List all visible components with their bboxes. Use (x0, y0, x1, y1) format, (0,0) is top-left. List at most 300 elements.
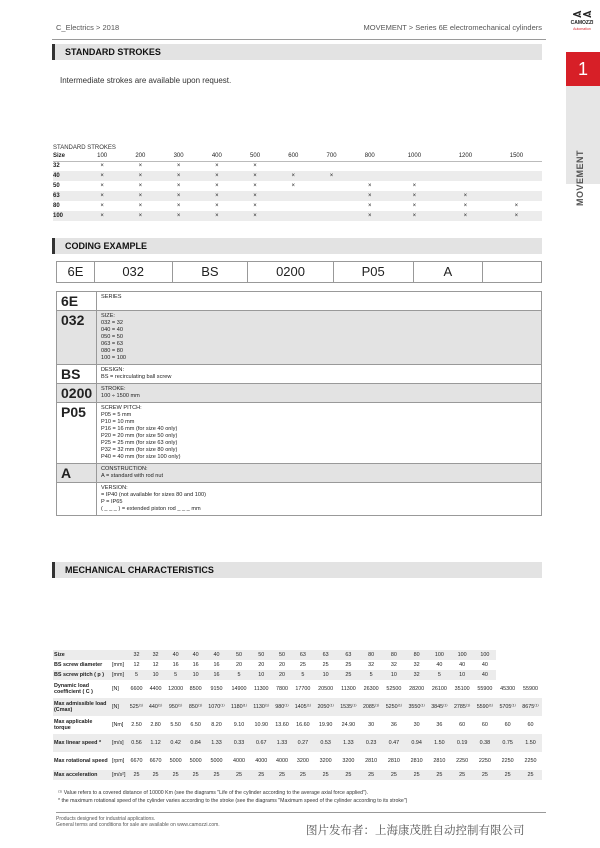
table-cell: 35100 (454, 686, 470, 692)
section-header-mechanical (52, 562, 542, 578)
coding-example-bar (56, 261, 542, 283)
table-cell: 25 (383, 770, 406, 780)
row-label: BS screw pitch ( p ) (53, 670, 111, 680)
table-cell: × (389, 191, 440, 201)
table-cell: × (121, 211, 159, 221)
table-cell: × (440, 191, 491, 201)
code-description: STROKE: 100 ÷ 1500 mm (101, 386, 140, 399)
table-cell: 25 (337, 670, 360, 680)
table-cell: 5 (360, 670, 383, 680)
table-cell: × (121, 191, 159, 201)
table-cell: 2810 (410, 758, 423, 764)
table-cell: 63 (53, 191, 83, 201)
table-cell: 1.33 (337, 734, 360, 752)
table-cell: 25 (428, 770, 451, 780)
table-cell: 80 (53, 203, 60, 209)
code-segment: 0200 (248, 262, 334, 282)
logo-mark-icon: ⋖⋖ (571, 7, 593, 21)
table-cell: × (312, 171, 350, 181)
table-cell: 2250 (501, 758, 514, 764)
table-row (53, 650, 542, 660)
row-label: Max rotational speed (54, 758, 108, 764)
table-cell: 25 (405, 770, 428, 780)
table-cell: 100 (474, 650, 497, 660)
table-cell: 36 (390, 722, 397, 728)
table-row (53, 660, 542, 670)
section-title: CODING EXAMPLE (65, 241, 148, 251)
row-unit: [N] (112, 686, 119, 692)
chapter-tab[interactable] (566, 52, 600, 206)
table-cell: 2.50 (131, 722, 142, 728)
table-cell: 50 (272, 650, 291, 660)
code-value (57, 483, 97, 515)
table-cell: 6.50 (190, 722, 201, 728)
column-header: 300 (159, 152, 197, 161)
table-cell: 1.50 (428, 734, 451, 752)
section-header-standard-strokes (52, 44, 542, 60)
table-cell: 40 (481, 662, 488, 668)
table-cell: × (159, 171, 197, 181)
code-value: 032 (57, 311, 97, 364)
table-cell: 16 (205, 670, 228, 680)
section-header-coding-example (52, 238, 542, 254)
table-cell: 2785⁽¹⁾ (451, 698, 474, 716)
chapter-label: MOVEMENT (575, 149, 585, 206)
table-cell: 12 (152, 662, 159, 668)
row-unit: [m/s] (111, 734, 127, 752)
camozzi-logo (564, 8, 600, 36)
row-label: BS screw diameter (54, 662, 103, 668)
code-value: P05 (57, 403, 97, 463)
table-cell: 20 (236, 662, 242, 668)
table-cell: 9150 (210, 686, 223, 692)
table-cell: × (412, 183, 417, 189)
table-notes (58, 789, 407, 805)
table-cell: 25 (299, 662, 306, 668)
table-cell: 850⁽¹⁾ (186, 698, 205, 716)
table-cell: 32 (405, 670, 428, 680)
table-cell: 16 (192, 662, 199, 668)
table-cell: × (215, 163, 219, 170)
table-cell: 20 (272, 670, 291, 680)
table-cell: 0.56 (127, 734, 146, 752)
column-header: 1500 (491, 152, 542, 161)
publisher-watermark: 图片发布者：上海康茂胜自动控制有限公司 (306, 825, 525, 837)
table-cell: 52500 (386, 686, 402, 692)
table-cell: 5000 (189, 758, 202, 764)
code-description: DESIGN: BS = recirculating ball screw (101, 367, 172, 380)
table-cell: 63 (314, 650, 337, 660)
section-breadcrumb: MOVEMENT > Series 6E electromechanical cylinders (363, 23, 542, 32)
code-row (57, 464, 541, 483)
table-cell: 1130⁽¹⁾ (250, 698, 272, 716)
code-description: SERIES (101, 294, 122, 300)
table-cell: × (236, 191, 274, 201)
column-header: 700 (312, 152, 350, 161)
table-cell: 4000 (275, 758, 288, 764)
table-cell: 1.12 (146, 734, 165, 752)
table-cell: × (236, 211, 274, 221)
code-segment: 032 (95, 262, 173, 282)
row-label: Dynamic load coefficient ( C ) (54, 683, 93, 695)
table-cell: × (491, 211, 542, 221)
code-description: SCREW PITCH: P05 = 5 mm P10 = 10 mm P16 = 16 mm (for size 40 only) P20 = 20 mm (for size 50 only) P25 = 25 mm (for size 63 only) P32 = 32 mm (for size 80 only) P40 = 40 mm (for size 100 only) (101, 405, 181, 460)
table-row (53, 680, 542, 698)
table-cell: × (253, 203, 257, 209)
table-cell: 8.20 (211, 722, 222, 728)
row-unit: [m/s²] (112, 772, 126, 778)
table-cell: 50 (250, 650, 272, 660)
table-cell: 32 (413, 662, 420, 668)
table-row (53, 770, 542, 780)
mechanical-characteristics-table (53, 650, 542, 780)
page-header (52, 18, 546, 40)
table-cell: × (138, 163, 143, 170)
catalog-breadcrumb: C_Electrics > 2018 (56, 23, 120, 32)
table-cell: 20 (258, 662, 265, 668)
table-cell (274, 201, 312, 211)
table-cell: × (159, 211, 197, 221)
table-cell: 0.38 (474, 734, 497, 752)
table-cell: 50 (53, 183, 60, 189)
table-row (53, 201, 542, 211)
table-cell: × (100, 163, 104, 170)
table-cell: 5000 (169, 758, 182, 764)
table-cell: 5 (428, 670, 451, 680)
table-cell: 63 (337, 650, 360, 660)
table-cell: 1.33 (205, 734, 228, 752)
table-cell: 60 (459, 722, 466, 728)
table-cell: × (198, 171, 236, 181)
table-cell: 24.90 (341, 722, 356, 728)
table-cell (440, 171, 491, 181)
table-cell: × (138, 183, 143, 189)
table-cell: 60 (481, 722, 488, 728)
table-cell: 12000 (168, 686, 184, 692)
column-header: 600 (274, 152, 312, 161)
table-cell: × (514, 203, 519, 209)
table-cell (440, 161, 491, 171)
table-cell: × (176, 183, 181, 189)
table-cell: × (83, 171, 121, 181)
table-cell: 11300 (341, 686, 356, 692)
table-cell: 19.90 (318, 722, 333, 728)
table-cell: 40 (436, 662, 443, 668)
table-cell: × (412, 203, 417, 209)
table-cell (491, 161, 542, 171)
table-cell: × (176, 203, 181, 209)
table-cell (351, 161, 389, 171)
table-cell: 5590⁽¹⁾ (474, 698, 497, 716)
row-label: Max admissible load (Cmax) (53, 698, 111, 716)
table-cell (440, 181, 491, 191)
table-cell: 25 (496, 770, 519, 780)
table-cell: × (389, 211, 440, 221)
table-cell: 25 (205, 770, 228, 780)
table-cell (274, 161, 312, 171)
table-cell (312, 211, 350, 221)
row-unit: [rpm] (112, 758, 125, 764)
code-segment (483, 262, 541, 282)
row-label: Max acceleration (53, 770, 111, 780)
table-cell: 9.10 (233, 722, 245, 728)
table-cell: 10 (250, 670, 272, 680)
table-cell: 0.94 (405, 734, 428, 752)
table-cell: 40 (205, 650, 228, 660)
table-cell (274, 211, 312, 221)
logo-tag: Automation (573, 27, 591, 31)
table-cell: 16 (172, 662, 179, 668)
table-cell: 0.53 (314, 734, 337, 752)
code-value: BS (57, 365, 97, 383)
table-cell: 16.60 (296, 722, 310, 728)
table-cell: 20 (278, 662, 285, 668)
table-cell: 980⁽¹⁾ (272, 698, 291, 716)
table-cell: 1405⁽¹⁾ (292, 698, 315, 716)
table-cell (312, 191, 350, 201)
table-cell: 0.33 (228, 734, 250, 752)
table-cell: × (351, 211, 389, 221)
table-cell: 8500 (189, 686, 202, 692)
table-cell: 80 (360, 650, 383, 660)
code-row (57, 403, 541, 464)
table-cell: 25 (127, 770, 146, 780)
table-cell: 11300 (253, 686, 269, 692)
table-cell: × (100, 183, 104, 189)
table-cell: 63 (292, 650, 315, 660)
table-cell: 5250⁽¹⁾ (383, 698, 406, 716)
code-row (57, 384, 541, 403)
table-cell: 2250 (456, 758, 469, 764)
table-cell: 1.50 (519, 734, 542, 752)
table-cell (351, 171, 389, 181)
table-cell: 16 (213, 662, 220, 668)
table-cell: × (121, 171, 159, 181)
table-cell: × (138, 203, 143, 209)
table-cell: 2.80 (150, 722, 161, 728)
code-value: A (57, 464, 97, 482)
table-row (53, 181, 542, 191)
table-cell: 25 (322, 662, 329, 668)
table-cell (389, 171, 440, 181)
table-cell: × (253, 163, 257, 170)
code-description: SIZE: 032 = 32 040 = 40 050 = 50 063 = 63 080 = 80 100 = 100 (101, 313, 127, 361)
table-row (53, 716, 542, 734)
table-cell: 10 (451, 670, 474, 680)
table-cell: 100 (53, 211, 83, 221)
table-cell: 40 (165, 650, 186, 660)
table-cell: × (198, 211, 236, 221)
table-cell: × (176, 163, 181, 170)
strokes-intro: Intermediate strokes are available upon request. (60, 76, 232, 85)
table-cell: 0.19 (451, 734, 474, 752)
table-cell: 25 (250, 770, 272, 780)
table-cell: 5 (127, 670, 146, 680)
logo-word: CAMOZZI (570, 20, 594, 26)
table-cell: 32 (390, 662, 397, 668)
table-cell: 25 (292, 770, 315, 780)
note-line: * the maximum rotational speed of the cylinder varies according to the stroke (see the diagrams "Maximum speed of the cylinder according to its stroke") (58, 798, 408, 804)
code-row (57, 365, 541, 384)
table-cell (491, 181, 542, 191)
table-cell (491, 191, 542, 201)
row-label: Max linear speed * (53, 734, 111, 752)
code-segment: BS (173, 262, 249, 282)
table-cell: 2250 (478, 758, 491, 764)
code-row (57, 311, 541, 365)
table-row (53, 191, 542, 201)
table-cell: 2810 (365, 758, 378, 764)
table-cell: 3200 (342, 758, 355, 764)
table-cell: × (351, 191, 389, 201)
table-cell: 3200 (319, 758, 332, 764)
table-cell: 32 (53, 163, 60, 170)
column-header: 500 (236, 152, 274, 161)
table-cell: 2810 (433, 758, 446, 764)
table-cell: 0.84 (186, 734, 205, 752)
table-cell (389, 161, 440, 171)
table-cell: 40 (186, 650, 205, 660)
table-cell: 4000 (233, 758, 245, 764)
column-header: 1000 (389, 152, 440, 161)
code-row (57, 292, 541, 311)
table-cell: 32 (127, 650, 146, 660)
table-cell: × (253, 183, 257, 189)
table-cell: 100 (428, 650, 451, 660)
table-cell: 3550⁽¹⁾ (405, 698, 428, 716)
table-row (53, 161, 542, 171)
table-cell: 5 (165, 670, 186, 680)
table-cell: 55900 (477, 686, 493, 692)
table-cell: 60 (504, 722, 511, 728)
table-cell: × (215, 203, 219, 209)
table-cell: × (291, 183, 296, 189)
table-cell: × (100, 203, 104, 209)
table-cell: 25 (228, 770, 250, 780)
row-label: Max applicable torque (54, 719, 93, 731)
table-cell: 25 (314, 770, 337, 780)
table-cell: × (83, 211, 121, 221)
code-segment: A (414, 262, 484, 282)
table-cell: 20500 (318, 686, 334, 692)
table-cell: 2250 (524, 758, 537, 764)
table-cell: 3845⁽¹⁾ (428, 698, 451, 716)
table-cell: 45300 (500, 686, 516, 692)
table-cell: 25 (519, 770, 542, 780)
table-cell: 440⁽¹⁾ (146, 698, 165, 716)
section-title: MECHANICAL CHARACTERISTICS (65, 565, 214, 575)
table-cell: 80 (405, 650, 428, 660)
table-cell: 25 (474, 770, 497, 780)
footer-line: Products designed for industrial applications. (56, 816, 156, 822)
table-cell (491, 171, 542, 181)
table-cell: 2085⁽¹⁾ (360, 698, 383, 716)
table-cell: × (440, 211, 491, 221)
table-cell: 5705⁽¹⁾ (496, 698, 519, 716)
table-cell: 5000 (210, 758, 223, 764)
table-cell: 40 (459, 662, 466, 668)
code-segment: 6E (57, 262, 95, 282)
table-cell: 7800 (275, 686, 288, 692)
table-caption: STANDARD STROKES (53, 145, 116, 151)
table-cell: 6670 (130, 758, 143, 764)
table-cell: 1180⁽¹⁾ (228, 698, 250, 716)
table-row (53, 670, 542, 680)
code-description: CONSTRUCTION: A = standard with rod nut (101, 466, 164, 479)
table-cell: 4000 (255, 758, 268, 764)
table-cell: 10 (146, 670, 165, 680)
table-cell: 25 (165, 770, 186, 780)
table-cell: 10.90 (254, 722, 269, 728)
table-cell: × (215, 183, 219, 189)
code-description: VERSION: = IP40 (not available for sizes 80 and 100) P = IP65 ( _ _ _ ) = extended piston rod _ _ _ mm (101, 485, 206, 512)
section-title: STANDARD STROKES (65, 47, 161, 57)
table-cell: 17700 (295, 686, 311, 692)
note-line: ⁽¹⁾ Value refers to a covered distance of 10000 Km (see the diagrams "Life of the cylinder according to the average axial force applied"). (58, 790, 369, 796)
table-cell: 10 (186, 670, 205, 680)
table-cell: 32 (146, 650, 165, 660)
table-cell: 6600 (130, 686, 143, 692)
table-cell: 0.75 (496, 734, 519, 752)
table-cell: × (236, 171, 274, 181)
column-header: 1200 (440, 152, 491, 161)
table-cell (312, 181, 350, 191)
table-cell: 3200 (296, 758, 309, 764)
row-unit: [mm] (112, 662, 124, 668)
code-row (57, 483, 541, 515)
column-header: 200 (121, 152, 159, 161)
table-cell: 50 (228, 650, 250, 660)
table-cell: 40 (53, 171, 83, 181)
table-cell: 25 (272, 770, 291, 780)
table-cell: 1535⁽¹⁾ (337, 698, 360, 716)
table-cell: 2050⁽¹⁾ (314, 698, 337, 716)
table-cell: 1070⁽¹⁾ (205, 698, 228, 716)
table-row (53, 752, 542, 770)
table-cell: × (274, 171, 312, 181)
chapter-number: 1 (566, 52, 600, 86)
code-value: 0200 (57, 384, 97, 402)
table-row (53, 734, 542, 752)
table-cell: 40 (474, 670, 497, 680)
table-cell: 80 (383, 650, 406, 660)
table-cell: × (159, 191, 197, 201)
column-header: 400 (198, 152, 236, 161)
table-cell (274, 191, 312, 201)
table-cell: 0.27 (292, 734, 315, 752)
table-cell: × (83, 191, 121, 201)
row-unit: [mm] (111, 670, 127, 680)
table-row (53, 171, 542, 181)
row-unit (111, 650, 127, 660)
table-cell: 6670 (149, 758, 162, 764)
table-cell: 55900 (523, 686, 539, 692)
table-row (53, 698, 542, 716)
table-cell: × (368, 183, 372, 189)
table-cell: 1.33 (272, 734, 291, 752)
table-cell: × (463, 203, 468, 209)
row-unit: [Nm] (112, 722, 124, 728)
row-unit: [N] (111, 698, 127, 716)
footer-line: General terms and conditions for sale are available on www.camozzi.com. (56, 822, 220, 828)
table-cell: 32 (368, 662, 375, 668)
table-cell: 30 (413, 722, 420, 728)
table-cell: 10 (314, 670, 337, 680)
table-cell: 4400 (149, 686, 162, 692)
table-cell: 28200 (409, 686, 425, 692)
column-header: Size (53, 152, 83, 161)
table-cell: 26300 (363, 686, 379, 692)
